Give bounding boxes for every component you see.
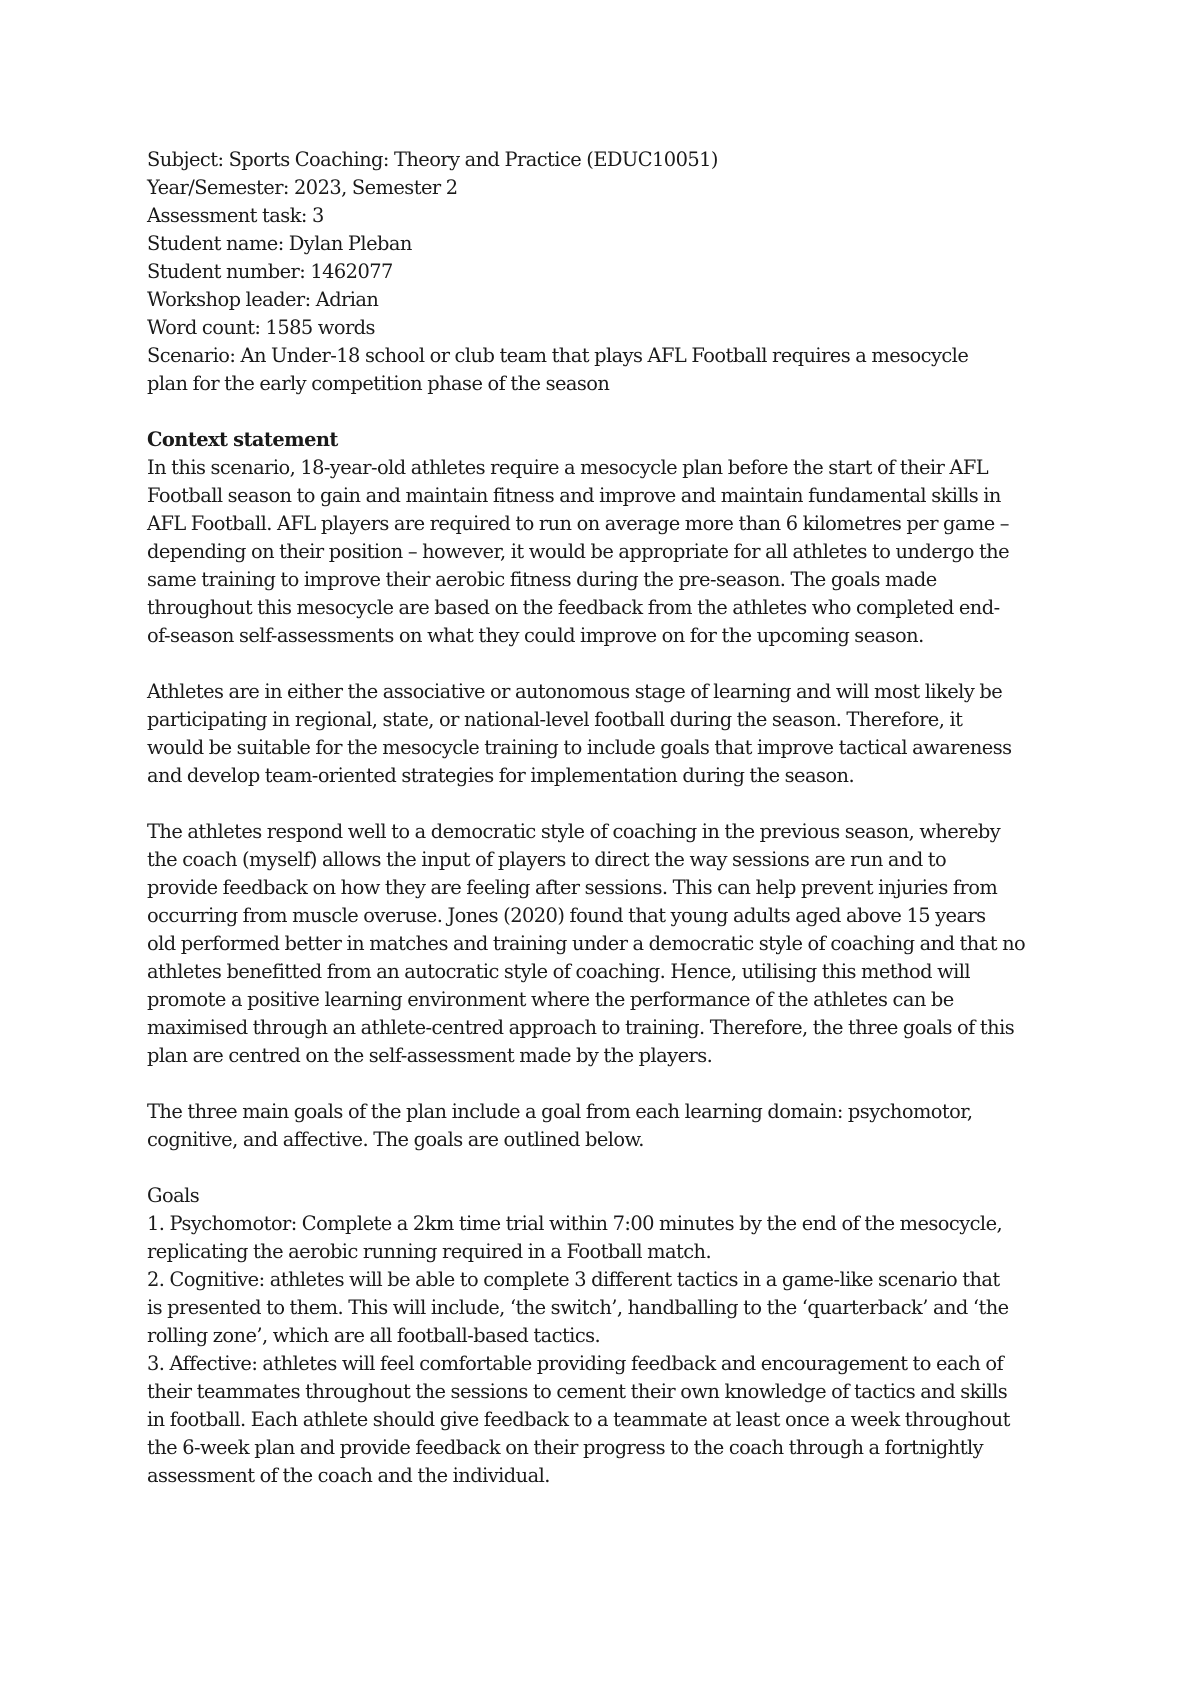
paragraph-line: participating in regional, state, or national-level football during the season. Therefore, it	[147, 708, 963, 731]
header-block	[147, 146, 1077, 398]
paragraph-spacer	[147, 398, 1077, 426]
paragraph-line: and develop team-oriented strategies for implementation during the season.	[147, 764, 855, 787]
assessment-task-line: Assessment task: 3	[147, 204, 324, 227]
context-paragraph-2	[147, 678, 1077, 790]
context-paragraph-1	[147, 454, 1077, 650]
paragraph-line: old performed better in matches and training under a democratic style of coaching and that no	[147, 932, 1026, 955]
goal-line: their teammates throughout the sessions to cement their own knowledge of tactics and skills	[147, 1380, 1008, 1403]
goal-line: replicating the aerobic running required in a Football match.	[147, 1240, 712, 1263]
context-paragraph-3	[147, 818, 1077, 1070]
paragraph-line: promote a positive learning environment where the performance of the athletes can be	[147, 988, 954, 1011]
goal-line: assessment of the coach and the individual.	[147, 1464, 550, 1487]
year-semester-line: Year/Semester: 2023, Semester 2	[147, 176, 458, 199]
paragraph-line: Athletes are in either the associative or autonomous stage of learning and will most likely be	[147, 680, 1003, 703]
goal-line: in football. Each athlete should give feedback to a teammate at least once a week throughout	[147, 1408, 1010, 1431]
scenario-line: Scenario: An Under-18 school or club team that plays AFL Football requires a mesocycle	[147, 344, 969, 367]
goals-heading: Goals	[147, 1184, 200, 1207]
paragraph-line: throughout this mesocycle are based on the feedback from the athletes who completed end-	[147, 596, 1000, 619]
paragraph-line: maximised through an athlete-centred approach to training. Therefore, the three goals of this	[147, 1016, 1015, 1039]
paragraph-line: athletes benefitted from an autocratic style of coaching. Hence, utilising this method will	[147, 960, 971, 983]
paragraph-line: depending on their position – however, it would be appropriate for all athletes to undergo the	[147, 540, 1010, 563]
context-paragraph-4	[147, 1098, 1077, 1154]
context-section	[147, 426, 1077, 1154]
paragraph-line: Football season to gain and maintain fitness and improve and maintain fundamental skills in	[147, 484, 1001, 507]
goal-line: 1. Psychomotor: Complete a 2km time trial within 7:00 minutes by the end of the mesocycle,	[147, 1212, 1003, 1235]
paragraph-line: The athletes respond well to a democratic style of coaching in the previous season, whereby	[147, 820, 1001, 843]
student-number-line: Student number: 1462077	[147, 260, 393, 283]
word-count-line: Word count: 1585 words	[147, 316, 375, 339]
student-name-line: Student name: Dylan Pleban	[147, 232, 412, 255]
paragraph-spacer	[147, 790, 1077, 818]
paragraph-line: occurring from muscle overuse. Jones (2020) found that young adults aged above 15 years	[147, 904, 986, 927]
workshop-leader-line: Workshop leader: Adrian	[147, 288, 379, 311]
paragraph-line: In this scenario, 18-year-old athletes require a mesocycle plan before the start of their AFL	[147, 456, 989, 479]
context-heading: Context statement	[147, 428, 338, 451]
goal-item-psychomotor	[147, 1210, 1077, 1266]
paragraph-line: of-season self-assessments on what they could improve on for the upcoming season.	[147, 624, 924, 647]
paragraph-line: provide feedback on how they are feeling after sessions. This can help prevent injuries from	[147, 876, 998, 899]
goal-line: 2. Cognitive: athletes will be able to complete 3 different tactics in a game-like scenario that	[147, 1268, 1000, 1291]
paragraph-line: same training to improve their aerobic fitness during the pre-season. The goals made	[147, 568, 937, 591]
goal-line: 3. Affective: athletes will feel comfortable providing feedback and encouragement to each of	[147, 1352, 1004, 1375]
goal-line: is presented to them. This will include, ‘the switch’, handballing to the ‘quarterback’ and ‘the	[147, 1296, 1009, 1319]
goal-line: rolling zone’, which are all football-based tactics.	[147, 1324, 601, 1347]
document-body	[147, 146, 1077, 1490]
paragraph-line: The three main goals of the plan include a goal from each learning domain: psychomotor,	[147, 1100, 973, 1123]
goal-item-cognitive	[147, 1266, 1077, 1350]
goal-item-affective	[147, 1350, 1077, 1490]
paragraph-line: plan are centred on the self-assessment made by the players.	[147, 1044, 713, 1067]
goal-line: the 6-week plan and provide feedback on their progress to the coach through a fortnightly	[147, 1436, 984, 1459]
paragraph-line: cognitive, and affective. The goals are outlined below.	[147, 1128, 644, 1151]
paragraph-spacer	[147, 650, 1077, 678]
goals-section	[147, 1182, 1077, 1490]
scenario-line: plan for the early competition phase of the season	[147, 372, 610, 395]
paragraph-spacer	[147, 1154, 1077, 1182]
subject-line: Subject: Sports Coaching: Theory and Practice (EDUC10051)	[147, 148, 718, 171]
paragraph-spacer	[147, 1070, 1077, 1098]
paragraph-line: would be suitable for the mesocycle training to include goals that improve tactical awareness	[147, 736, 1012, 759]
paragraph-line: AFL Football. AFL players are required to run on average more than 6 kilometres per game –	[147, 512, 1009, 535]
paragraph-line: the coach (myself) allows the input of players to direct the way sessions are run and to	[147, 848, 947, 871]
